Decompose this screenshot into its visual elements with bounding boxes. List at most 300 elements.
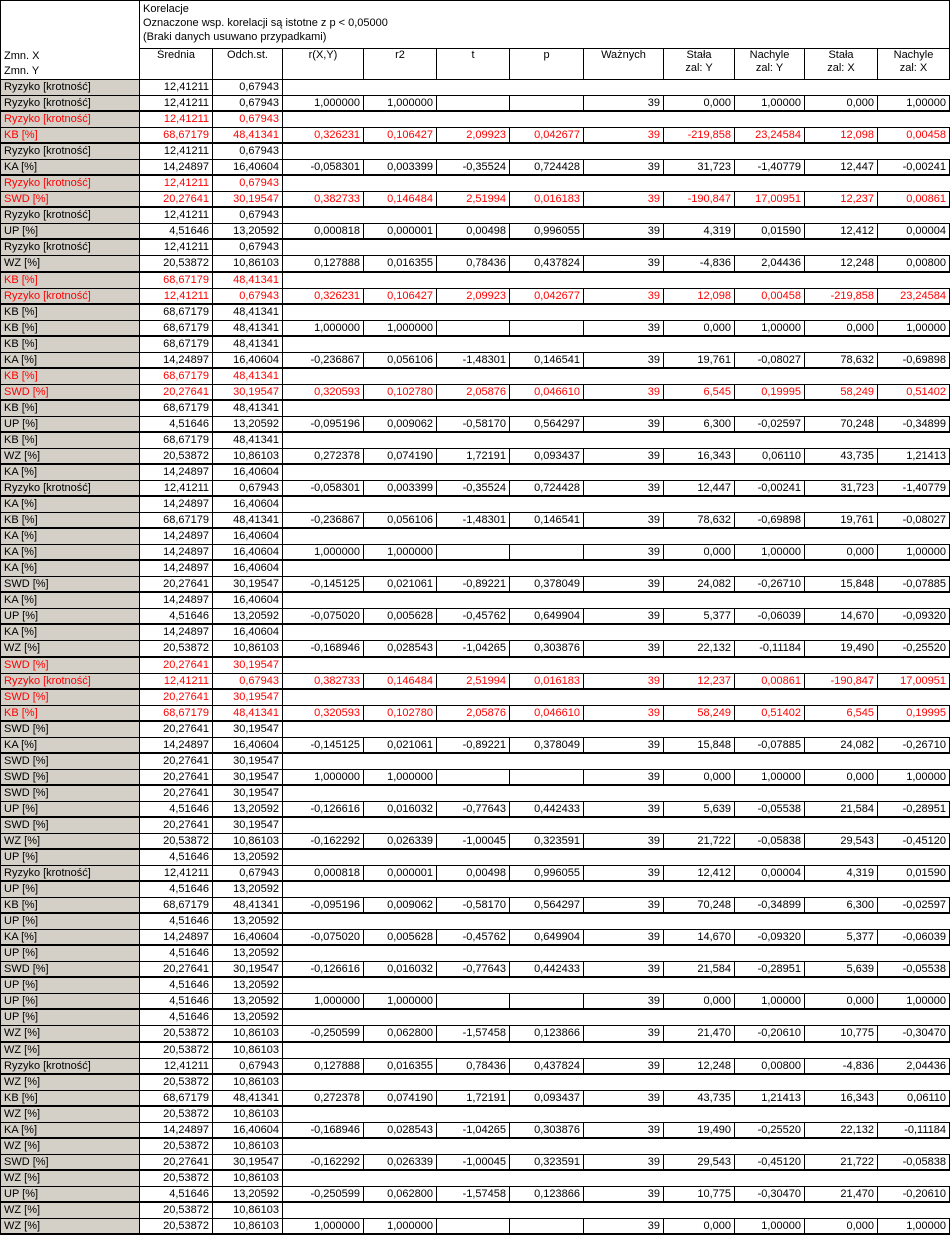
cell-intercept-x: 58,249 [805,385,877,399]
cell-mean-y: 20,53872 [140,1219,212,1233]
empty-cell [283,754,950,769]
column-header-line2: zal: Y [685,62,713,74]
cell-t: -0,77643 [437,962,509,976]
column-header[interactable] [664,49,734,79]
row-label-x[interactable]: SWD [%] [1,786,139,801]
cell-p: 0,146541 [510,513,583,527]
cell-intercept-x: 21,470 [805,1187,877,1201]
empty-cell [283,208,950,223]
cell-mean-y: 20,27641 [140,192,212,206]
cell-p: 0,042677 [510,289,583,303]
cell-mean-x: 12,41211 [140,112,212,127]
cell-mean-y: 14,24897 [140,1123,212,1137]
cell-slope-y: -0,28951 [735,962,804,976]
row-label-x[interactable]: SWD [%] [1,690,139,705]
cell-r: 1,000000 [283,1219,363,1233]
row-label-x[interactable]: Ryzyko [krotność] [1,144,139,159]
cell-r: 0,000818 [283,224,363,238]
cell-r2: 1,000000 [364,994,436,1008]
empty-cell [283,1075,950,1090]
cell-mean-y: 12,41211 [140,96,212,110]
cell-t: -0,45762 [437,609,509,623]
cell-mean-x: 20,53872 [140,1075,212,1090]
row-label-y[interactable]: Ryzyko [krotność] [1,96,139,110]
cell-p [510,770,583,784]
cell-mean-x: 20,27641 [140,658,212,673]
row-label-y[interactable]: WZ [%] [1,1026,139,1041]
cell-mean-y: 20,27641 [140,1155,212,1169]
cell-intercept-y: 0,000 [664,770,734,784]
cell-slope-y: 2,04436 [735,256,804,271]
cell-mean-x: 20,27641 [140,818,212,833]
cell-sd-y: 13,20592 [213,417,282,431]
cell-p: 0,996055 [510,866,583,880]
cell-r2: 0,056106 [364,353,436,367]
row-label-y[interactable]: KB [%] [1,706,139,720]
row-label-y[interactable]: UP [%] [1,994,139,1008]
cell-r2: 0,146484 [364,674,436,688]
empty-cell [283,465,950,480]
cell-p: 0,564297 [510,898,583,912]
cell-intercept-y: 0,000 [664,96,734,110]
cell-r: -0,236867 [283,513,363,527]
row-label-x[interactable]: KA [%] [1,561,139,576]
row-label-y[interactable]: KA [%] [1,1123,139,1137]
cell-r: -0,126616 [283,962,363,976]
cell-sd-x: 30,19547 [213,690,282,705]
cell-slope-x: 1,00000 [878,545,949,559]
column-header-line2: zal: Y [755,62,784,74]
row-label-y[interactable]: SWD [%] [1,1155,139,1169]
row-label-y[interactable]: Ryzyko [krotność] [1,674,139,688]
column-header[interactable] [584,49,663,79]
cell-sd-x: 48,41341 [213,337,282,352]
cell-valid-n: 39 [584,930,663,944]
cell-p: 0,303876 [510,1123,583,1137]
cell-intercept-x: 12,098 [805,128,877,142]
cell-sd-y: 10,86103 [213,641,282,656]
cell-slope-y: 1,00000 [735,994,804,1008]
cell-intercept-x: -190,847 [805,674,877,688]
cell-mean-y: 20,27641 [140,577,212,591]
cell-intercept-y: 58,249 [664,706,734,720]
cell-slope-y: -0,06039 [735,609,804,623]
column-header[interactable] [878,49,949,79]
row-label-y[interactable]: SWD [%] [1,577,139,591]
cell-t: 2,09923 [437,128,509,142]
cell-intercept-y: 19,490 [664,1123,734,1137]
cell-intercept-x: 12,412 [805,224,877,238]
empty-cell [283,1203,950,1218]
row-label-y[interactable]: KA [%] [1,738,139,752]
cell-mean-y: 20,53872 [140,1026,212,1041]
column-header-line1: Ważnych [601,49,646,61]
row-label-y[interactable]: Ryzyko [krotność] [1,866,139,880]
cell-intercept-x: 10,775 [805,1026,877,1041]
cell-t: 0,78436 [437,256,509,271]
cell-mean-y: 20,53872 [140,641,212,656]
cell-t: 1,72191 [437,449,509,463]
cell-r: 0,127888 [283,256,363,271]
cell-sd-x: 13,20592 [213,850,282,865]
results-title-block [140,1,949,48]
cell-mean-x: 20,53872 [140,1107,212,1122]
row-label-x[interactable]: Ryzyko [krotność] [1,176,139,191]
cell-r2: 1,000000 [364,96,436,110]
cell-valid-n: 39 [584,1059,663,1073]
row-label-x[interactable]: UP [%] [1,1010,139,1025]
cell-sd-y: 16,40604 [213,738,282,752]
results-title: Korelacje [143,3,189,15]
cell-sd-x: 0,67943 [213,144,282,159]
cell-sd-x: 10,86103 [213,1107,282,1122]
row-label-y[interactable]: WZ [%] [1,449,139,463]
row-label-y[interactable]: KB [%] [1,128,139,142]
column-header-line1: Stała [828,49,854,61]
cell-valid-n: 39 [584,1123,663,1137]
cell-r2: 0,016032 [364,802,436,816]
cell-p: 0,442433 [510,962,583,976]
cell-t: -0,89221 [437,738,509,752]
row-label-x[interactable]: KB [%] [1,273,139,288]
cell-sd-x: 48,41341 [213,273,282,288]
cell-valid-n: 39 [584,417,663,431]
row-label-y[interactable]: WZ [%] [1,1219,139,1233]
column-header-line1: Średnia [157,49,195,61]
cell-sd-y: 16,40604 [213,353,282,367]
cell-mean-x: 20,27641 [140,754,212,769]
row-label-x[interactable]: WZ [%] [1,1139,139,1154]
cell-mean-y: 20,53872 [140,449,212,463]
column-header[interactable] [283,49,363,79]
cell-intercept-y: 12,248 [664,1059,734,1073]
column-header[interactable] [213,49,282,79]
cell-valid-n: 39 [584,738,663,752]
row-label-y[interactable]: WZ [%] [1,641,139,656]
row-label-x[interactable]: Ryzyko [krotność] [1,112,139,127]
row-label-x[interactable]: KA [%] [1,529,139,544]
cell-slope-x: 0,00800 [878,256,949,271]
empty-cell [283,144,950,159]
row-label-x[interactable]: KA [%] [1,593,139,608]
cell-slope-x: 0,06110 [878,1091,949,1105]
cell-sd-x: 13,20592 [213,946,282,961]
column-header-line1: Nachyle [893,49,934,61]
cell-r: -0,168946 [283,641,363,656]
row-label-x[interactable]: WZ [%] [1,1107,139,1122]
cell-mean-y: 12,41211 [140,289,212,303]
row-label-x[interactable]: KB [%] [1,305,139,320]
column-header[interactable] [364,49,436,79]
empty-cell [283,850,950,865]
row-label-y[interactable]: UP [%] [1,609,139,623]
cell-slope-y: -0,25520 [735,1123,804,1137]
empty-cell [283,658,950,673]
cell-r2: 0,102780 [364,385,436,399]
row-label-y[interactable]: KB [%] [1,1091,139,1105]
row-label-x[interactable]: UP [%] [1,978,139,993]
cell-r2: 1,000000 [364,545,436,559]
cell-mean-y: 12,41211 [140,1059,212,1073]
row-label-x[interactable]: WZ [%] [1,1043,139,1058]
cell-slope-x: -0,05838 [878,1155,949,1169]
cell-intercept-y: 31,723 [664,160,734,174]
cell-r2: 0,003399 [364,481,436,495]
row-label-x[interactable]: Ryzyko [krotność] [1,208,139,223]
cell-r2: 0,106427 [364,128,436,142]
cell-p: 0,146541 [510,353,583,367]
cell-slope-y: 17,00951 [735,192,804,206]
cell-r2: 0,062800 [364,1026,436,1041]
cell-intercept-x: 16,343 [805,1091,877,1105]
cell-intercept-x: 6,545 [805,706,877,720]
cell-intercept-y: 78,632 [664,513,734,527]
row-label-x[interactable]: UP [%] [1,850,139,865]
cell-sd-x: 0,67943 [213,80,282,95]
cell-p: 0,724428 [510,481,583,495]
cell-mean-y: 14,24897 [140,738,212,752]
row-label-x[interactable]: Ryzyko [krotność] [1,80,139,95]
cell-sd-x: 16,40604 [213,625,282,640]
row-label-y[interactable]: Ryzyko [krotność] [1,1059,139,1073]
cell-intercept-x: 43,735 [805,449,877,463]
row-label-x[interactable]: KA [%] [1,465,139,480]
cell-sd-y: 30,19547 [213,192,282,206]
cell-valid-n: 39 [584,449,663,463]
cell-r2: 0,026339 [364,1155,436,1169]
cell-r: -0,250599 [283,1187,363,1201]
row-label-y[interactable]: WZ [%] [1,834,139,848]
column-header[interactable] [437,49,509,79]
column-header-line2: zal: X [827,62,855,74]
row-label-y[interactable]: SWD [%] [1,770,139,784]
row-label-y[interactable]: UP [%] [1,417,139,431]
cell-sd-y: 30,19547 [213,577,282,591]
row-label-y[interactable]: Ryzyko [krotność] [1,289,139,303]
cell-r: -0,162292 [283,834,363,848]
cell-slope-x: 0,19995 [878,706,949,720]
cell-r2: 0,062800 [364,1187,436,1201]
cell-sd-y: 0,67943 [213,289,282,303]
row-label-x[interactable]: WZ [%] [1,1171,139,1186]
row-label-x[interactable]: KB [%] [1,401,139,416]
column-header[interactable] [805,49,877,79]
row-label-y[interactable]: UP [%] [1,224,139,238]
row-label-x[interactable]: KA [%] [1,625,139,640]
cell-sd-y: 16,40604 [213,160,282,174]
cell-r: -0,250599 [283,1026,363,1041]
cell-valid-n: 39 [584,866,663,880]
column-header-line1: r(X,Y) [308,49,338,61]
cell-t [437,1219,509,1233]
cell-sd-x: 16,40604 [213,497,282,512]
cell-intercept-x: 78,632 [805,353,877,367]
cell-p: 0,649904 [510,930,583,944]
cell-intercept-y: -4,836 [664,256,734,271]
cell-valid-n: 39 [584,1219,663,1233]
cell-mean-y: 20,27641 [140,770,212,784]
cell-r2: 1,000000 [364,1219,436,1233]
cell-mean-y: 20,53872 [140,256,212,271]
empty-cell [283,882,950,897]
cell-intercept-y: 16,343 [664,449,734,463]
cell-t: 0,78436 [437,1059,509,1073]
row-label-y[interactable]: KA [%] [1,930,139,944]
cell-t: 2,05876 [437,385,509,399]
cell-mean-y: 20,27641 [140,962,212,976]
cell-slope-y: -0,05838 [735,834,804,848]
cell-p: 0,303876 [510,641,583,656]
cell-mean-y: 12,41211 [140,674,212,688]
cell-r: -0,168946 [283,1123,363,1137]
cell-mean-y: 14,24897 [140,160,212,174]
cell-valid-n: 39 [584,481,663,495]
cell-slope-x: 23,24584 [878,289,949,303]
cell-sd-y: 10,86103 [213,449,282,463]
cell-r: -0,095196 [283,417,363,431]
cell-sd-x: 30,19547 [213,658,282,673]
cell-slope-y: -0,26710 [735,577,804,591]
cell-slope-x: -0,30470 [878,1026,949,1041]
cell-intercept-y: 6,300 [664,417,734,431]
row-label-y[interactable]: SWD [%] [1,192,139,206]
cell-slope-x: -0,00241 [878,160,949,174]
cell-slope-x: 2,04436 [878,1059,949,1073]
cell-sd-x: 0,67943 [213,176,282,191]
row-label-x[interactable]: SWD [%] [1,722,139,737]
column-header[interactable] [140,49,212,79]
row-label-x[interactable]: WZ [%] [1,1075,139,1090]
cell-intercept-y: 12,098 [664,289,734,303]
row-label-y[interactable]: KB [%] [1,321,139,335]
cell-slope-x: -0,09320 [878,609,949,623]
row-label-y[interactable]: SWD [%] [1,385,139,399]
cell-valid-n: 39 [584,256,663,271]
row-label-x[interactable]: SWD [%] [1,754,139,769]
cell-p: 0,323591 [510,834,583,848]
row-label-y[interactable]: Ryzyko [krotność] [1,481,139,495]
cell-p [510,96,583,110]
cell-r: 1,000000 [283,321,363,335]
row-label-x[interactable]: KB [%] [1,369,139,384]
cell-mean-y: 4,51646 [140,802,212,816]
cell-mean-x: 20,53872 [140,1203,212,1218]
cell-mean-x: 4,51646 [140,914,212,929]
cell-r: 1,000000 [283,770,363,784]
row-label-x[interactable]: UP [%] [1,882,139,897]
cell-r2: 0,021061 [364,577,436,591]
empty-cell [283,1139,950,1154]
cell-r2: 0,074190 [364,1091,436,1105]
cell-valid-n: 39 [584,1187,663,1201]
cell-slope-y: 0,51402 [735,706,804,720]
column-header-line1: Odch.st. [227,49,268,61]
row-label-x[interactable]: WZ [%] [1,1203,139,1218]
row-label-x[interactable]: UP [%] [1,946,139,961]
cell-sd-y: 13,20592 [213,802,282,816]
cell-slope-x: 0,00458 [878,128,949,142]
cell-t: -1,00045 [437,834,509,848]
row-label-y[interactable]: KB [%] [1,513,139,527]
cell-mean-x: 4,51646 [140,850,212,865]
column-header[interactable] [735,49,804,79]
row-label-y[interactable]: KA [%] [1,545,139,559]
cell-mean-x: 20,27641 [140,722,212,737]
cell-r2: 0,016355 [364,1059,436,1073]
empty-cell [283,1107,950,1122]
row-label-y[interactable]: KB [%] [1,898,139,912]
row-label-x[interactable]: KA [%] [1,497,139,512]
row-label-y[interactable]: UP [%] [1,802,139,816]
cell-slope-y: -0,00241 [735,481,804,495]
cell-sd-y: 48,41341 [213,898,282,912]
cell-r2: 0,005628 [364,609,436,623]
cell-mean-x: 14,24897 [140,625,212,640]
cell-slope-y: 0,00004 [735,866,804,880]
row-label-y[interactable]: WZ [%] [1,256,139,271]
cell-r: 0,382733 [283,674,363,688]
cell-intercept-y: 21,584 [664,962,734,976]
row-label-x[interactable]: Ryzyko [krotność] [1,240,139,255]
cell-intercept-y: 12,237 [664,674,734,688]
row-label-y[interactable]: SWD [%] [1,962,139,976]
cell-mean-x: 14,24897 [140,529,212,544]
row-label-y[interactable]: KA [%] [1,353,139,367]
cell-r: -0,075020 [283,609,363,623]
cell-intercept-y: 43,735 [664,1091,734,1105]
row-label-y[interactable]: KA [%] [1,160,139,174]
cell-t [437,545,509,559]
cell-intercept-y: 0,000 [664,1219,734,1233]
row-label-x[interactable]: SWD [%] [1,818,139,833]
cell-valid-n: 39 [584,513,663,527]
cell-valid-n: 39 [584,577,663,591]
row-label-x[interactable]: KB [%] [1,433,139,448]
cell-r: -0,058301 [283,160,363,174]
cell-r2: 0,000001 [364,224,436,238]
cell-t: -0,35524 [437,481,509,495]
cell-p: 0,016183 [510,192,583,206]
cell-p: 0,442433 [510,802,583,816]
row-label-x[interactable]: UP [%] [1,914,139,929]
cell-mean-y: 4,51646 [140,417,212,431]
cell-valid-n: 39 [584,96,663,110]
column-header[interactable] [510,49,583,79]
cell-mean-x: 12,41211 [140,80,212,95]
cell-mean-y: 4,51646 [140,1187,212,1201]
cell-slope-y: 0,00458 [735,289,804,303]
cell-sd-x: 30,19547 [213,818,282,833]
cell-sd-y: 13,20592 [213,1187,282,1201]
cell-mean-y: 14,24897 [140,930,212,944]
row-label-x[interactable]: SWD [%] [1,658,139,673]
empty-cell [283,978,950,993]
cell-p: 0,123866 [510,1026,583,1041]
cell-valid-n: 39 [584,385,663,399]
cell-t: 0,00498 [437,866,509,880]
cell-intercept-x: 19,490 [805,641,877,656]
empty-cell [283,337,950,352]
cell-slope-y: 1,00000 [735,1219,804,1233]
cell-intercept-y: 24,082 [664,577,734,591]
cell-sd-x: 13,20592 [213,1010,282,1025]
cell-r2: 0,026339 [364,834,436,848]
cell-intercept-y: 12,447 [664,481,734,495]
row-label-x[interactable]: KB [%] [1,337,139,352]
row-label-y[interactable]: UP [%] [1,1187,139,1201]
empty-cell [283,80,950,95]
cell-mean-x: 14,24897 [140,561,212,576]
